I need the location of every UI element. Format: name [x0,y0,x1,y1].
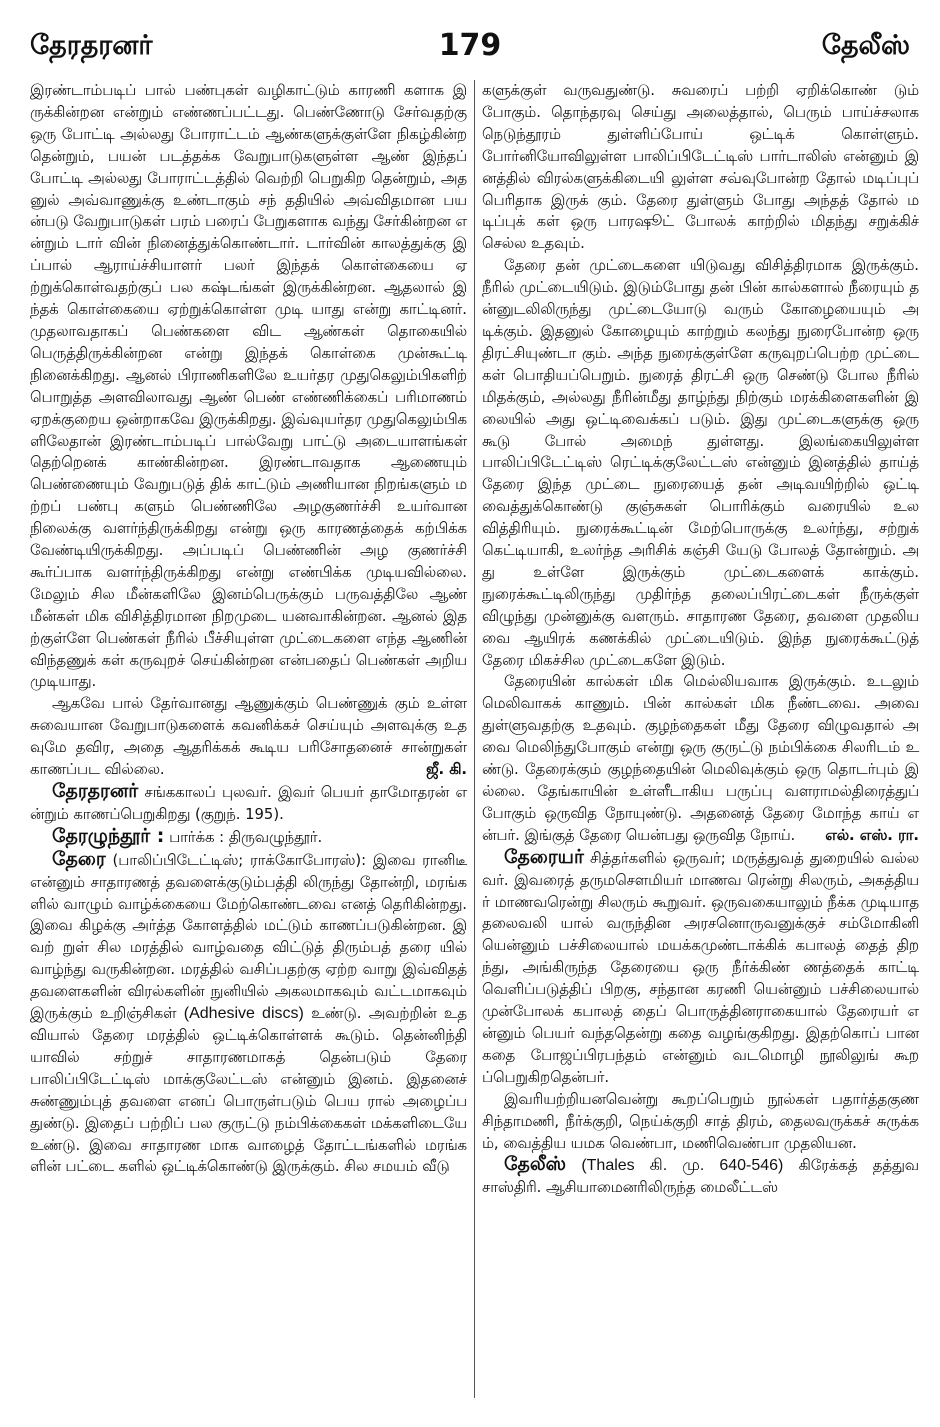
entry-thales [482,1154,919,1199]
paragraph-text: ஆகவே பால் தேர்வானது ஆணுக்கும் பெண்ணுக் கும் உள்ள சுவையான வேறுபாடுகளைக் கவனிக்கச் செய்யும் அளவுக்கு உதவுமே தவிர, அதை ஆதரிக்கக் கூடிய பரிசோதனைச் சான்றுகள் காணப்பட வில்லை. [30,695,467,779]
column-divider [474,80,475,1398]
entry-therazhundur [30,826,467,849]
page-number: 179 [438,28,502,63]
paragraph [482,671,919,846]
entry-text: (பாலிப்பிடேட்டிஸ்; ராக்கோபோரஸ்): இவை ரானிடீ என்னும் சாதாரணத் தவளைக்குடும்பத்தி லிருந்து தோன்றி, மரங்களில் வாழும் வாழ்க்கையை மேற்கொண்டவை எனத் தெரிகின்றது. இவை கிழக்கு அர்த்த கோளத்தில் மட்டும் காணப்படுகின்றன. இவற் றுள் சில மரத்தில் வாழ்வதை விட்டுத் திரும்பத் தரை யில் வாழ்ந்து வருகின்றன. மரத்தில் வசிப்பதற்கு ஏற்ற வாறு இவ்விதத் தவளைகளின் விரல்களின் நுனியில் அகலமாகவும் வட்டமாகவும் இருக்கும் உறிஞ்சிகள் [30,851,467,1023]
page-header [30,26,910,74]
entry-text: பார்க்க : திருவழுந்தூர். [169,828,323,846]
author-initials: எல். எஸ். ரா. [825,826,919,844]
paragraph: தேரை தன் முட்டைகளை யிடுவது விசித்திரமாக இருக்கும். நீரில் முட்டையிடும். இடும்போது தன் பின் கால்களால் நீரையும் தன்னுடலிலிருந்து முட்டையோடு வரும் கோழையையும் அடிக்கும். இதனுல் கோழையும் காற்றும் கலந்து நுரைபோன்ற ஒரு திரட்சியுண்டா கும். அந்த நுரைக்குள்ளே கருவுறப்பெற்ற முட்டை கள் பொதியப்பெறும். நுரைத் திரட்சி ஒரு செண்டு போல நீரில் மிதக்கும், அல்லது நீரின்மீது தாழ்ந்து நிற்கும் மரக்கிளைகளின் இலையில் அது ஒட்டிவைக்கப் படும். இது முட்டைகளுக்கு ஒரு கூடு போல் அமைந் துள்ளது. இலங்கையிலுள்ள பாலிப்பிடேட்டிஸ் ரெட்டிக்குலேட்டஸ் என்னும் இனத்தில் தாய்த் தேரை இந்த முட்டை நுரையைத் தன் அடிவயிற்றில் ஒட்டி வைத்துக்கொண்டு குஞ்சுகள் பொரிக்கும் வரையில் உலவித்திரியும். நுரைக்கூட்டின் மேற்பொருக்கு உலர்ந்து, சற்றுக் கெட்டியாகி, உலர்ந்த அரிசிக் கஞ்சி யேடு போலத் தோன்றும். அது உள்ளே இருக்கும் முட்டைகளைக் காக்கும். நுரைக்கூட்டிலிருந்து முதிர்ந்த தலைப்பிரட்டைகள் நீருக்குள் விழுந்து முன்னுக்கு வளரும். சாதாரண தேரை, தவளை முதலியவை ஆயிரக் கணக்கில் முட்டையிடும். இந்த நுரைக்கூட்டுத் தேரை மிகச்சில முட்டைகளே இடும். [482,257,919,669]
entry-text: சித்தர்களில் ஒருவர்; மருத்துவத் துறையில் வல்லவர். இவரைத் தருமசௌமியர் மாணவ ரென்று சிலரும், அகத்தியர் மாணவரென்று சிலரும் கூறுவர். ஒருவகையாலும் நீக்க முடியாத தலைவலி யால் வருந்தின அரசனொருவனுக்குச் சம்மோகினி யென்னும் பச்சிலையால் மயக்கமுண்டாக்கிக் கபாலத் தைத் திறந்து, அங்கிருந்த தேரையை ஒரு நீர்க்கிண் ணத்தைக் காட்டி வெளிப்படுத்திப் பிறகு, சந்தான கரணி யென்னும் பச்சிலையால் முன்போலக் கபாலத் தைப் பொருத்தினராகையால் தேரையர் என்னும் பெயர் வந்ததென்று கதை வழங்குகிறது. இதற்கொப் பான கதை போஜப்பிரபந்தம் என்னும் வடமொழி நூலிலுங் கூறப்பெறுகிறதென்பர். [482,849,919,1086]
entry-text: உண்டு. அவற்றின் உதவியால் தேரை மரத்தில் ஒட்டிக்கொள்ளக் கூடும். தென்னிந்தி யாவில் சற்றுச் சாதாரணமாகத் தென்படும் தேரை பாலிப்பிடேட்டிஸ் மாக்குலேட்டஸ் என்னும் இனம். இதனைச் சுண்ணும்புத் தவளை எனப் பொருள்படும் பெய ரால் அழைப்பதுண்டு. இதைப் பற்றிப் பல குருட்டு நம்பிக்கைகள் மக்களிடையே உண்டு. இவை சாதாரண மாக வாழைத் தோட்டங்களில் மரங்களின் பட்டை களில் ஒட்டிக்கொண்டு இருக்கும். சில சமயம் வீடு [30,1005,468,1176]
latin-term: (Thales கி. மு. 640-546) [581,1157,784,1175]
right-column [482,80,919,1199]
author-initials: ஜீ. கி. [426,761,467,779]
entry-headword: தேரையர் [504,845,584,868]
entry-text: கிரேக்கத் தத்துவ சாஸ்திரி. ஆசியாமைனரிலிருந்த மைலீட்டஸ் [482,1157,919,1197]
paragraph [30,693,467,781]
paragraph: இவரியற்றியனவென்று கூறப்பெறும் நூல்கள் பதார்த்தகுண சிந்தாமணி, நீர்க்குறி, நெய்க்குறி சாத் திரம், தைலவருக்கச் சுருக்கம், வைத்திய யமக வெண்பா, மணிவெண்பா முதலியன. [482,1090,919,1152]
entry-headword: தேரை [52,847,106,870]
entry-text: சங்ககாலப் புலவர். இவர் பெயர் தாமோதரன் என்றும் காணப்பெறுகிறது (குறுந். 195). [30,784,467,823]
entry-theraiyar [482,847,919,1089]
entry-headword: தேலீஸ் [504,1153,567,1176]
latin-term: (Adhesive discs) [183,1005,304,1023]
paragraph: இரண்டாம்படிப் பால் பண்புகள் வழிகாட்டும் காரணி களாக இருக்கின்றன என்றும் எண்ணப்பட்டது. பெண்ணோடு சேர்வதற்கு ஒரு போட்டி அல்லது போராட்டம் ஆண்களுக்குள்ளே நிகழ்கின்றதென்றும், பயன் படத்தக்க வேறுபாடுகளுள்ள ஆண் இந்தப் போட்டி அல்லது போராட்டத்தில் வெற்றி பெறுகிற தென்றும், அதனுல் அவ்வாணுக்கு உண்டாகும் சந் ததியில் அவ்விதமான பயன்படு வேறுபாடுகள் பரம் பரைப் பேறுகளாக வந்து சேர்கின்றன என்றும் டார் வின் நினைத்துக்கொண்டார். டார்வின் காலத்துக்கு இப்பால் ஆராய்ச்சியாளர் பலர் இந்தக் கொள்கையை ஏற்றுக்கொள்வதற்குப் பல கஷ்டங்கள் இருக்கின்றன. ஆதலால் இந்தக் கொள்கையை ஏற்றுக்கொள்ள முடி யாது என்று காட்டினர். முதலாவதாகப் பெண்களை விட ஆண்கள் தொகையில் பெருத்திருக்கின்றன என்று இந்தக் கொள்கை முன்கூட்டி நினைக்கிறது. ஆனல் பிராணிகளிலே உயர்தர முதுகெலும்பிகளிற் பொறுத்த அளவிலாவது ஆண் பெண் எண்ணிக்கைப் பரிமாணம் ஏறக்குறைய ஒன்றாகவே இருக்கிறது. இவ்வுயர்தர முதுகெலும்பிகளிலேதான் இரண்டாம்படிப் பால்வேறு பாட்டு அடையாளங்கள் தெற்றெனக் காண்கின்றன. இரண்டாவதாக ஆணையும் பெண்ணையும் வேறுபடுத் திக் காட்டும் அணியான நிறங்களும் மற்றப் பண்பு களும் பெண்ணிலே அழகுணர்ச்சி உயர்வான நிலைக்கு வளர்ந்திருக்கிறது என்று ஒரு காரணத்தைக் கற்பிக்க வேண்டியிருக்கிறது. அப்படிப் பெண்ணின் அழ குணர்ச்சி கூர்ப்பாக வளர்ந்திருக்கிறது என்று எண்பிக்க முடியவில்லை. மேலும் சில மீன்களிலே இனம்பெருக்கும் பருவத்திலே ஆண் மீன்கள் மிக விசித்திரமான நிறமுடை யனவாகின்றன. ஆனல் இதற்குள்ளே பெண்கள் நீரில் பீச்சியுள்ள முட்டைகளை எந்த ஆணின் விந்தணுக் கள் கருவுறச் செய்கின்றன என்பதைப் பெண்கள் அறிய முடியாது. [30,82,467,691]
entry-headword: தேரழுந்தூர் : [52,824,165,847]
paragraph-text: தேரையின் கால்கள் மிக மெல்லியவாக இருக்கும். உடலும் மெலிவாகக் காணும். பின் கால்கள் மிக நீண்டவை. அவை துள்ளுவதற்கு உதவும். குழந்தைகள் மீது தேரை விழுவதால் அவை மெலிந்துபோகும் என்று ஒரு குருட்டு நம்பிக்கை சிலரிடம் உண்டு. தேரைக்கும் குழந்தையின் மெலிவுக்கும் ஒரு தொடர்பும் இல்லை. தேங்காயின் உள்ளீடாகிய பருப்பு வளராமல்திரைத்துப் போகும் ஒருவித நோயுண்டு. அதனைத் தேரை மோந்த காய் என்பர். இங்குத் தேரை யென்பது ஒருவித நோய். [482,673,919,844]
running-head-right: தேலீஸ் [821,30,910,61]
entry-headword: தேரதரனர் [52,780,139,802]
running-head-left: தேரதரனர் [30,30,153,61]
left-column [30,80,467,1178]
entry-therathranar [30,781,467,826]
paragraph: களுக்குள் வருவதுண்டு. சுவரைப் பற்றி ஏறிக்கொண் டும் போகும். தொந்தரவு செய்து அலைத்தால், பெரும் பாய்ச்சலாக நெடுந்தூரம் துள்ளிப்போய் ஒட்டிக் கொள்ளும். போர்னியோவிலுள்ள பாலிப்பிடேட்டிஸ் பார்டாலிஸ் என்னும் இனத்தில் விரல்களுக்கிடையி லுள்ள சவ்வுபோன்ற தோல் மடிப்புப் பெரிதாக இருக் கும். தேரை துள்ளும் போது அந்தத் தோல் மடிப்புக் கள் ஒரு பாரஷூட் போலக் காற்றில் மிதந்து சறுக்கிச் செல்ல உதவும். [482,82,919,253]
entry-therai [30,849,467,1179]
